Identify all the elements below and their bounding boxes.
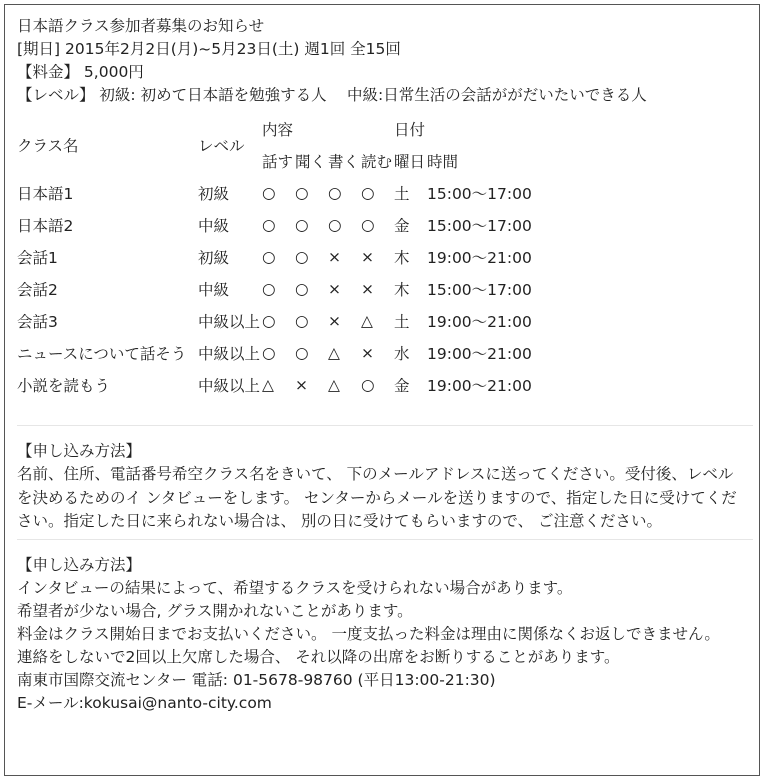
contact-line: 南東市国際交流センター 電話: 01-5678-98760 (平日13:00-21:30)	[17, 671, 496, 689]
read-mark: ×	[361, 280, 374, 298]
write-mark: ○	[328, 216, 342, 234]
class-level: 中級以上	[198, 377, 261, 395]
header-write: 書く	[328, 153, 360, 171]
class-day: 土	[394, 313, 410, 331]
notes-line: 料金はクラス開始日までお支払いください。 一度支払った料金は理由に関係なくお返しできません。	[17, 624, 720, 643]
header-class-name: クラス名	[17, 137, 79, 155]
class-day: 水	[394, 345, 410, 363]
class-time: 19:00～21:00	[427, 345, 532, 363]
speak-mark: △	[262, 376, 274, 394]
notes-line: 連絡をしないで2回以上欠席した場合、 それ以降の出席をお断りすることがあります。	[17, 648, 620, 666]
application-text: 名前、住所、電話番号希空クラス名をきいて、 下のメールアドレスに送ってください。受付後、レベルを決めるためのイ ンタビューをします。 センターからメールを送りますので、指定した日に受けてください。指定した日に来られない場合は、 別の日に受けてもらいますので、 ご注意ください。	[17, 465, 737, 530]
class-schedule-table	[17, 113, 547, 401]
table-header-row	[17, 113, 547, 145]
read-mark: ×	[361, 248, 374, 266]
class-name: 会話1	[17, 249, 58, 267]
write-mark: △	[328, 344, 340, 362]
notes-line: 希望者が少ない場合, グラス開かれないことがあります。	[17, 601, 413, 620]
notice-title: 日本語クラス参加者募集のお知らせ	[17, 17, 265, 35]
listen-mark: ○	[295, 184, 309, 202]
table-row	[17, 273, 547, 305]
class-day: 金	[394, 217, 410, 235]
table-row	[17, 337, 547, 369]
class-level: 中級	[198, 281, 230, 299]
notice-frame	[4, 4, 760, 776]
level-line: 【レベル】 初級: 初めて日本語を勉強する人 中級:日常生活の会話ががだいたいできる人	[17, 86, 647, 104]
application-heading: 【申し込み方法】	[17, 442, 142, 460]
class-level: 中級	[198, 217, 230, 235]
email-line: E-メール:kokusai@nanto-city.com	[17, 694, 272, 712]
table-row	[17, 305, 547, 337]
speak-mark: ○	[262, 216, 276, 234]
read-mark: ○	[361, 376, 375, 394]
class-time: 19:00～21:00	[427, 377, 532, 395]
class-day: 金	[394, 377, 410, 395]
class-time: 19:00～21:00	[427, 313, 532, 331]
speak-mark: ○	[262, 344, 276, 362]
write-mark: ×	[328, 312, 341, 330]
speak-mark: ○	[262, 312, 276, 330]
header-listen: 聞く	[295, 153, 327, 171]
notes-heading: 【申し込み方法】	[17, 555, 142, 574]
header-time: 時間	[427, 153, 459, 171]
notice-content	[17, 15, 757, 715]
read-mark: ○	[361, 184, 375, 202]
class-day: 木	[394, 281, 410, 299]
listen-mark: ○	[295, 280, 309, 298]
class-name: 日本語1	[17, 185, 74, 203]
speak-mark: ○	[262, 280, 276, 298]
read-mark: ×	[361, 344, 374, 362]
write-mark: ×	[328, 280, 341, 298]
listen-mark: ×	[295, 376, 308, 394]
class-name: 会話3	[17, 313, 58, 331]
table-row	[17, 209, 547, 241]
class-time: 15:00～17:00	[427, 217, 532, 235]
class-day: 土	[394, 185, 410, 203]
class-level: 初級	[198, 249, 230, 267]
listen-mark: ○	[295, 312, 309, 330]
class-day: 木	[394, 249, 410, 267]
listen-mark: ○	[295, 344, 309, 362]
read-mark: △	[361, 312, 373, 330]
class-time: 19:00～21:00	[427, 249, 532, 267]
class-time: 15:00～17:00	[427, 185, 532, 203]
speak-mark: ○	[262, 184, 276, 202]
class-level: 中級以上	[198, 313, 261, 331]
write-mark: ○	[328, 184, 342, 202]
header-day: 曜日	[394, 153, 426, 171]
listen-mark: ○	[295, 216, 309, 234]
write-mark: ×	[328, 248, 341, 266]
class-name: 日本語2	[17, 217, 74, 235]
header-read: 読む	[361, 153, 393, 171]
class-name: 会話2	[17, 281, 58, 299]
header-date: 日付	[394, 121, 426, 139]
speak-mark: ○	[262, 248, 276, 266]
write-mark: △	[328, 376, 340, 394]
class-level: 中級以上	[198, 345, 261, 363]
class-name: 小説を読もう	[17, 377, 111, 395]
read-mark: ○	[361, 216, 375, 234]
period-line: [期日] 2015年2月2日(月)~5月23日(土) 週1回 全15回	[17, 40, 401, 58]
class-level: 初級	[198, 185, 230, 203]
table-row	[17, 241, 547, 273]
table-row	[17, 177, 547, 209]
notes-line: インタビューの結果によって、希望するクラスを受けられない場合があります。	[17, 578, 573, 597]
header-speak: 話す	[262, 153, 294, 171]
header-content: 内容	[262, 121, 294, 139]
fee-line: 【料金】 5,000円	[17, 63, 144, 81]
table-row	[17, 369, 547, 401]
class-name: ニュースについて話そう	[17, 345, 187, 363]
listen-mark: ○	[295, 248, 309, 266]
class-time: 15:00～17:00	[427, 281, 532, 299]
header-level: レベル	[198, 137, 245, 155]
